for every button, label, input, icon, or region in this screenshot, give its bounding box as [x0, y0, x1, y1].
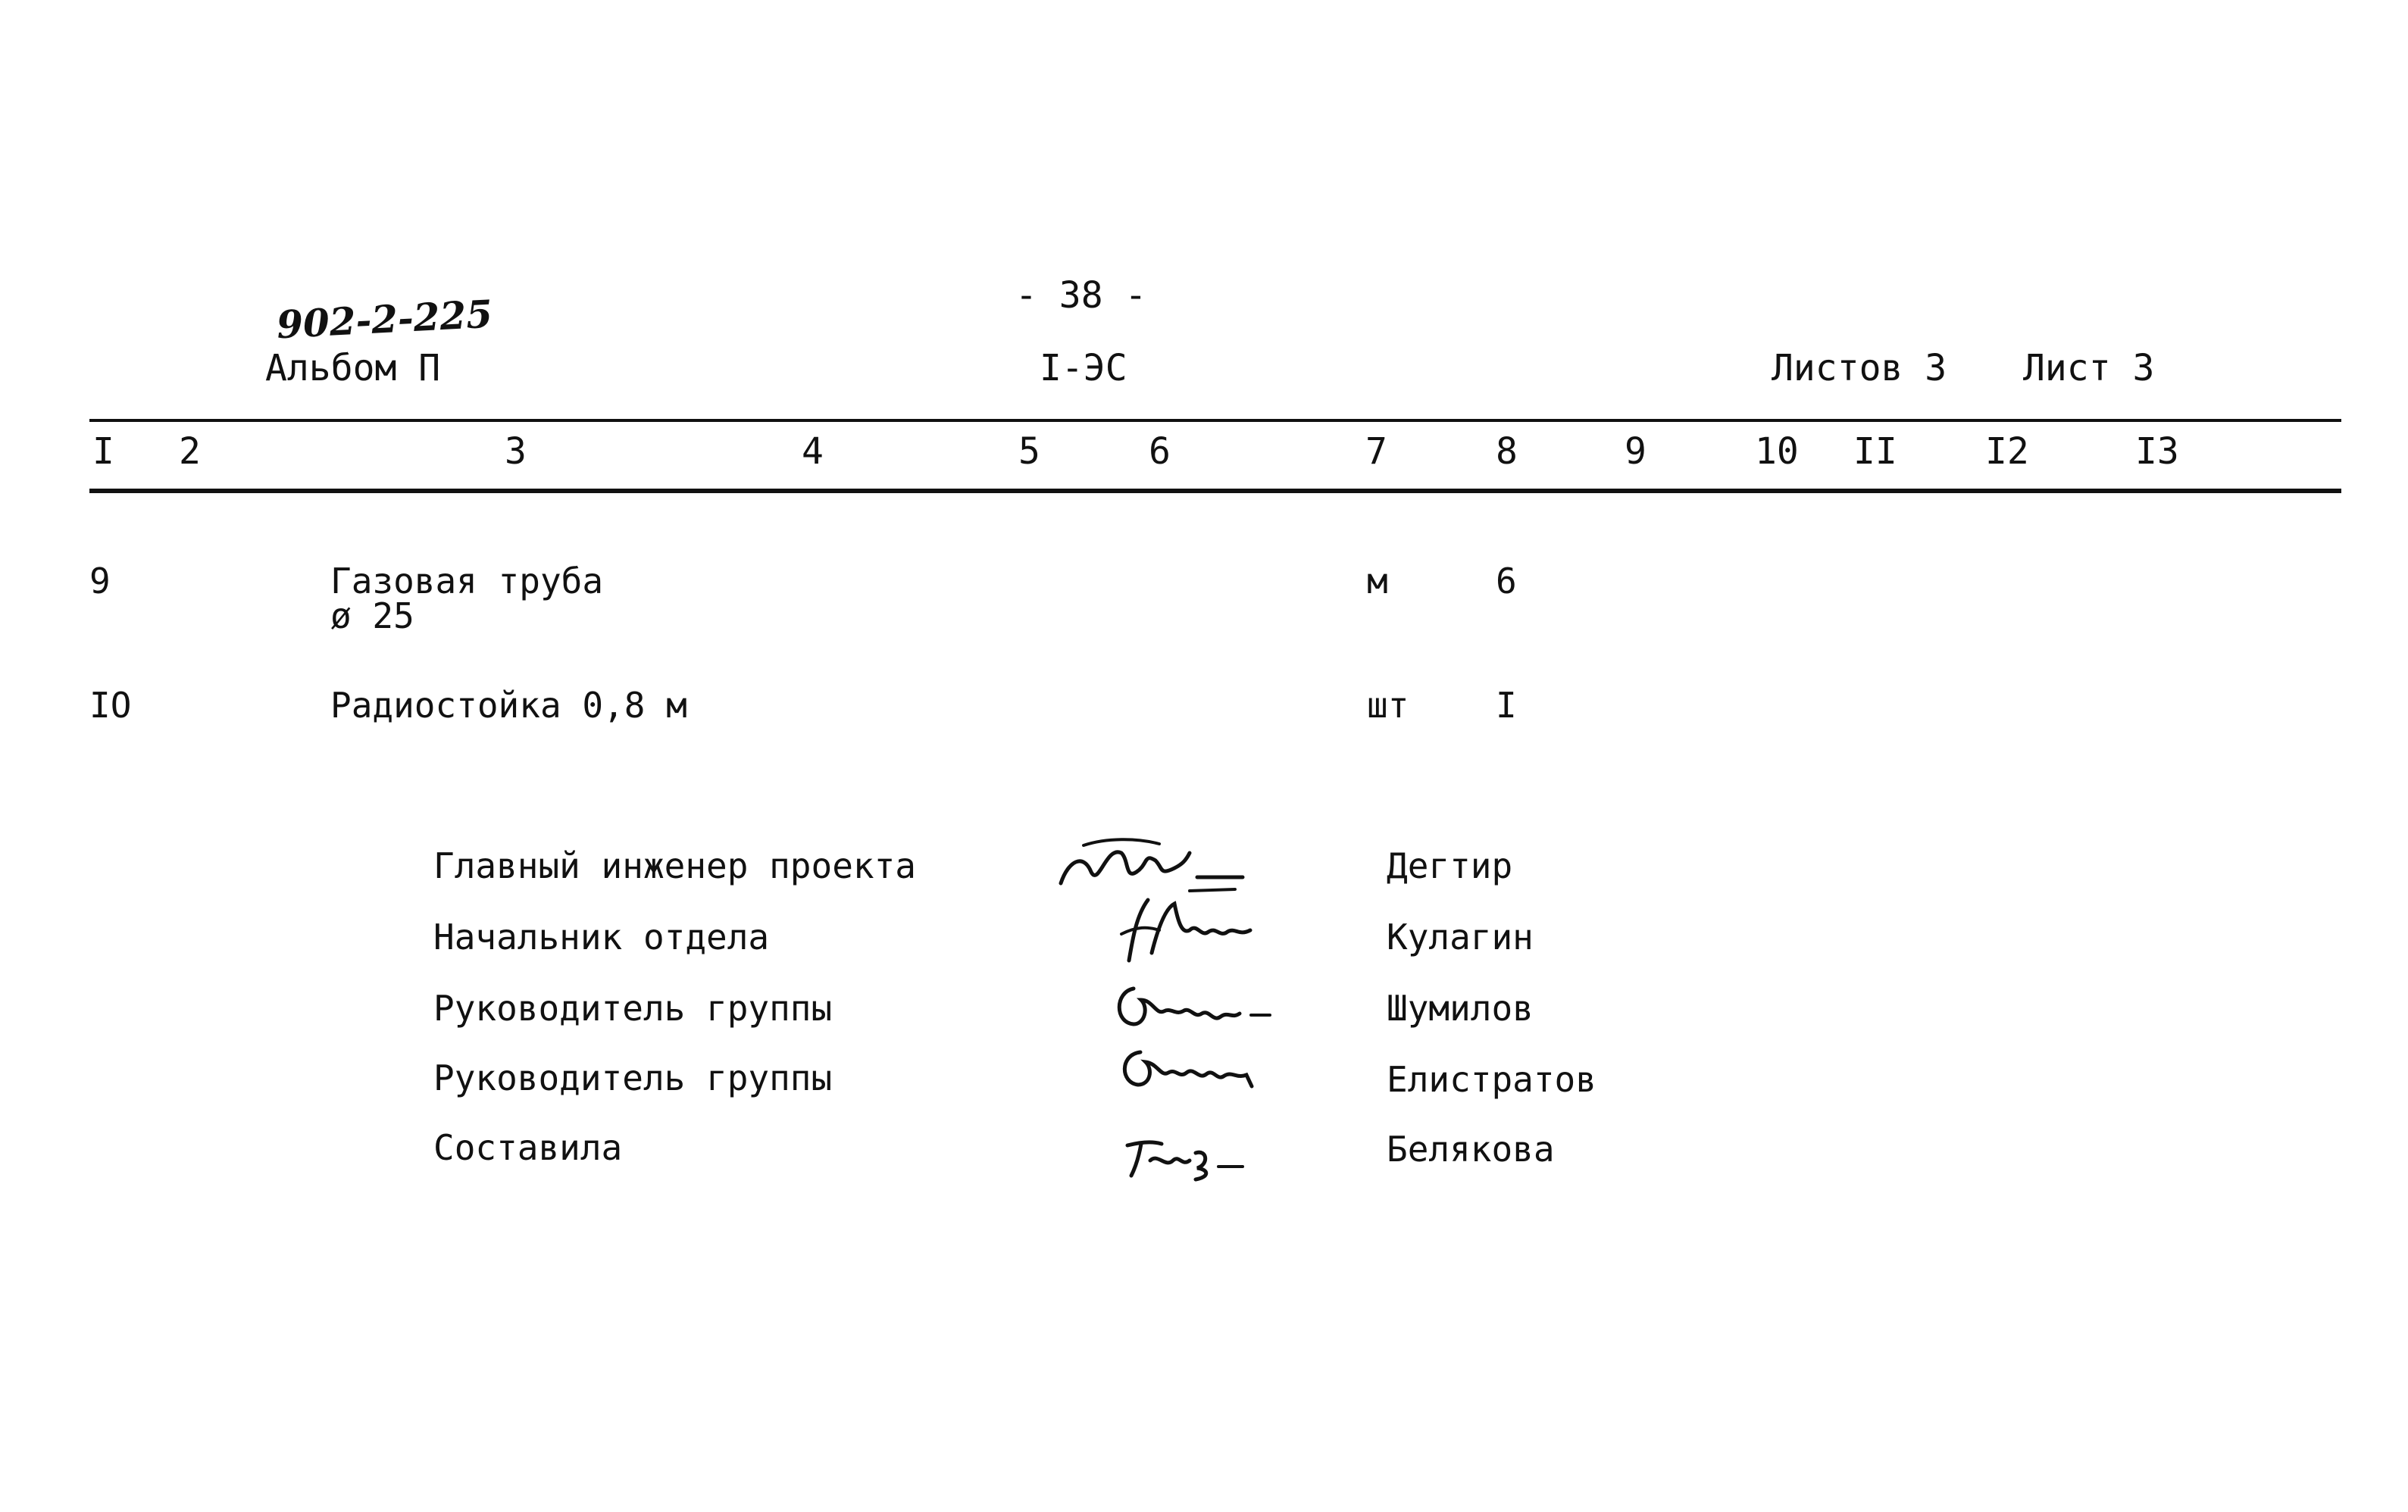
- signatory-position: Составила: [433, 1127, 623, 1168]
- signatory-position: Главный инженер проекта: [433, 845, 916, 886]
- signatory-name: Елистратов: [1387, 1059, 1596, 1100]
- column-header-7: 7: [1365, 430, 1387, 473]
- signatory-name: Шумилов: [1387, 988, 1534, 1029]
- handwritten-signature: [1114, 892, 1265, 971]
- column-header-1: I: [92, 430, 114, 473]
- signatory-position: Руководитель группы: [433, 1057, 833, 1098]
- document-code: 902-2-225: [275, 291, 494, 348]
- row-number: IO: [89, 685, 132, 726]
- page-number: - 38 -: [1015, 274, 1147, 317]
- signatory-position: Руководитель группы: [433, 988, 833, 1029]
- item-name-detail: ø 25: [330, 595, 414, 636]
- item-quantity: I: [1496, 685, 1517, 726]
- item-unit: шт: [1367, 685, 1409, 726]
- item-unit: м: [1367, 561, 1388, 601]
- item-name: Радиостойка 0,8 м: [330, 685, 687, 726]
- column-header-2: 2: [179, 430, 201, 473]
- row-number: 9: [89, 561, 111, 601]
- signatory-name: Дегтир: [1387, 845, 1513, 886]
- handwritten-signature: [1120, 1130, 1256, 1186]
- column-header-6: 6: [1149, 430, 1171, 473]
- column-header-4: 4: [802, 430, 824, 473]
- bottom-rule: [89, 489, 2341, 493]
- column-header-3: 3: [505, 430, 527, 473]
- column-header-13: I3: [2135, 430, 2179, 473]
- section-code: I-ЭС: [1040, 347, 1127, 389]
- sheet-number: Лист 3: [2023, 347, 2155, 389]
- column-header-12: I2: [1985, 430, 2029, 473]
- item-quantity: 6: [1496, 561, 1517, 601]
- column-header-11: II: [1853, 430, 1897, 473]
- album-label: Альбом П: [265, 347, 441, 389]
- signatory-position: Начальник отдела: [433, 917, 770, 957]
- item-name: Газовая труба: [330, 561, 604, 601]
- handwritten-signature: [1114, 1041, 1265, 1104]
- signatory-name: Белякова: [1387, 1129, 1555, 1170]
- sheets-total: Листов 3: [1772, 347, 1947, 389]
- handwritten-signature: [1111, 977, 1277, 1041]
- signatory-name: Кулагин: [1387, 917, 1534, 957]
- column-header-10: 10: [1755, 430, 1799, 473]
- column-header-9: 9: [1625, 430, 1647, 473]
- column-header-5: 5: [1018, 430, 1040, 473]
- column-header-8: 8: [1496, 430, 1518, 473]
- handwritten-signature: [1053, 830, 1250, 901]
- top-rule: [89, 419, 2341, 422]
